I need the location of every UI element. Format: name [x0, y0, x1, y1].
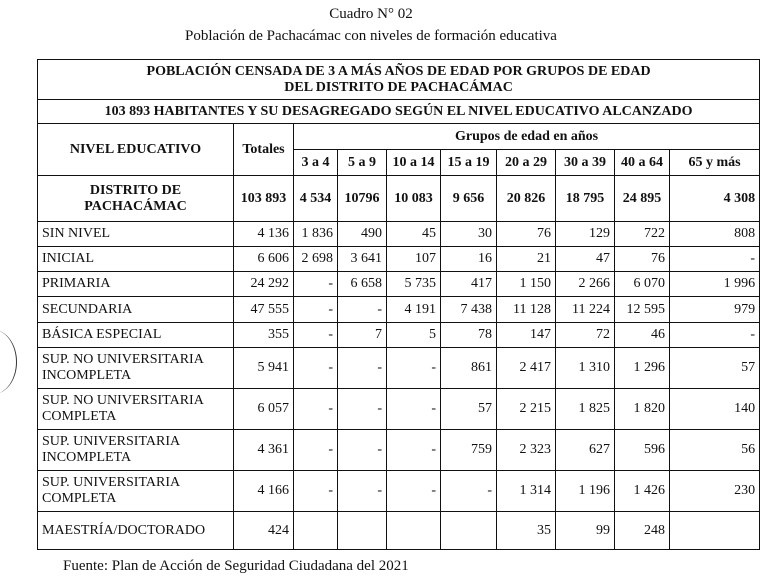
- row-label-line2: INCOMPLETA: [42, 368, 132, 383]
- row-label-line1: BÁSICA ESPECIAL: [42, 327, 162, 342]
- row-value: 248: [615, 512, 670, 550]
- table-row: [38, 272, 760, 297]
- row-value: 627: [556, 430, 615, 471]
- row-label: [38, 389, 234, 430]
- row-total: 6 057: [234, 389, 294, 430]
- age-group-header: 3 a 4: [294, 150, 338, 176]
- row-label-line1: SUP. UNIVERSITARIA: [42, 475, 181, 490]
- district-label-line1: DISTRITO DE: [89, 182, 182, 198]
- row-value: 1 996: [670, 272, 760, 297]
- row-label-line1: MAESTRÍA/DOCTORADO: [42, 522, 206, 538]
- row-total: 6 606: [234, 247, 294, 272]
- row-value: -: [338, 348, 387, 389]
- header-grupos-edad: Grupos de edad en años: [294, 124, 760, 150]
- row-value: -: [338, 297, 387, 323]
- row-value: 129: [556, 222, 615, 247]
- district-value: 24 895: [615, 176, 670, 222]
- row-value: -: [387, 430, 441, 471]
- row-value: 979: [670, 297, 760, 323]
- row-value: 1 314: [497, 471, 556, 512]
- table-title-line1: POBLACIÓN CENSADA DE 3 A MÁS AÑOS DE EDAD POR GRUPOS DE EDAD: [146, 63, 651, 79]
- row-label: [38, 348, 234, 389]
- table-title-line2: DEL DISTRITO DE PACHACÁMAC: [284, 79, 513, 95]
- row-value: -: [294, 272, 338, 297]
- row-value: [387, 512, 441, 550]
- row-value: 76: [615, 247, 670, 272]
- row-value: 230: [670, 471, 760, 512]
- row-value: -: [670, 247, 760, 272]
- row-total: 4 136: [234, 222, 294, 247]
- row-total: 4 166: [234, 471, 294, 512]
- district-value: 10796: [338, 176, 387, 222]
- row-value: 35: [497, 512, 556, 550]
- row-value: 46: [615, 323, 670, 348]
- row-value: 57: [670, 348, 760, 389]
- row-value: [294, 512, 338, 550]
- row-value: 5: [387, 323, 441, 348]
- row-value: 490: [338, 222, 387, 247]
- district-label-line2: PACHACÁMAC: [84, 198, 187, 214]
- row-total: 4 361: [234, 430, 294, 471]
- row-value: -: [338, 389, 387, 430]
- row-label: [38, 512, 234, 550]
- row-value: -: [387, 348, 441, 389]
- row-value: 2 323: [497, 430, 556, 471]
- age-group-header: 30 a 39: [556, 150, 615, 176]
- row-value: 72: [556, 323, 615, 348]
- row-value: 3 641: [338, 247, 387, 272]
- row-value: 56: [670, 430, 760, 471]
- row-value: -: [441, 471, 497, 512]
- row-value: -: [294, 323, 338, 348]
- row-value: 45: [387, 222, 441, 247]
- row-value: 12 595: [615, 297, 670, 323]
- row-total: 47 555: [234, 297, 294, 323]
- row-value: -: [387, 471, 441, 512]
- row-value: 7 438: [441, 297, 497, 323]
- row-label-line1: SUP. NO UNIVERSITARIA: [42, 352, 204, 367]
- caption-subtitle: Población de Pachacámac con niveles de formación educativa: [185, 28, 557, 44]
- table-row: [38, 323, 760, 348]
- table-subtitle: 103 893 HABITANTES Y SU DESAGREGADO SEGÚN EL NIVEL EDUCATIVO ALCANZADO: [38, 100, 760, 124]
- row-label-line1: INICIAL: [42, 251, 95, 266]
- row-value: 1 820: [615, 389, 670, 430]
- row-value: -: [338, 471, 387, 512]
- row-label: [38, 471, 234, 512]
- district-value: 10 083: [387, 176, 441, 222]
- row-value: 6 070: [615, 272, 670, 297]
- row-value: -: [387, 389, 441, 430]
- row-value: 21: [497, 247, 556, 272]
- row-label-line2: COMPLETA: [42, 409, 117, 424]
- row-value: 4 191: [387, 297, 441, 323]
- row-label-line1: PRIMARIA: [42, 276, 111, 291]
- age-group-header: 40 a 64: [615, 150, 670, 176]
- row-value: [338, 512, 387, 550]
- row-value: 1 150: [497, 272, 556, 297]
- row-value: -: [294, 430, 338, 471]
- row-label: [38, 272, 234, 297]
- margin-arc-mark: [0, 330, 17, 394]
- row-value: 11 128: [497, 297, 556, 323]
- table-row: [38, 348, 760, 389]
- district-label: [38, 176, 234, 222]
- row-value: 1 825: [556, 389, 615, 430]
- row-value: 11 224: [556, 297, 615, 323]
- table-row: [38, 512, 760, 550]
- row-value: 2 215: [497, 389, 556, 430]
- row-value: 99: [556, 512, 615, 550]
- row-value: 417: [441, 272, 497, 297]
- row-value: -: [294, 297, 338, 323]
- row-value: 1 426: [615, 471, 670, 512]
- row-total: 424: [234, 512, 294, 550]
- age-group-header: 65 y más: [670, 150, 760, 176]
- table-row: [38, 471, 760, 512]
- row-value: 57: [441, 389, 497, 430]
- row-label-line2: INCOMPLETA: [42, 450, 132, 465]
- table-row: [38, 222, 760, 247]
- row-label-line1: SUP. UNIVERSITARIA: [42, 434, 181, 449]
- header-nivel-educativo: NIVEL EDUCATIVO: [38, 124, 234, 176]
- row-value: -: [294, 348, 338, 389]
- row-value: 1 296: [615, 348, 670, 389]
- row-value: 147: [497, 323, 556, 348]
- row-value: 808: [670, 222, 760, 247]
- row-value: 1 196: [556, 471, 615, 512]
- district-value: 9 656: [441, 176, 497, 222]
- row-label-line2: COMPLETA: [42, 491, 117, 506]
- row-label-line1: SIN NIVEL: [42, 226, 111, 241]
- caption-title: Cuadro N° 02: [329, 6, 413, 22]
- row-label: [38, 222, 234, 247]
- district-value: 4 534: [294, 176, 338, 222]
- table-row: [38, 430, 760, 471]
- district-value: 18 795: [556, 176, 615, 222]
- row-label: [38, 297, 234, 323]
- row-total: 5 941: [234, 348, 294, 389]
- row-label: [38, 247, 234, 272]
- row-value: 6 658: [338, 272, 387, 297]
- row-label: [38, 430, 234, 471]
- table-row: [38, 297, 760, 323]
- table-title: [38, 60, 760, 100]
- district-value: 4 308: [670, 176, 760, 222]
- row-value: -: [294, 389, 338, 430]
- age-group-header: 15 a 19: [441, 150, 497, 176]
- row-value: -: [294, 471, 338, 512]
- row-value: 30: [441, 222, 497, 247]
- row-value: [670, 512, 760, 550]
- row-label-line1: SECUNDARIA: [42, 301, 133, 317]
- row-value: -: [670, 323, 760, 348]
- row-value: 722: [615, 222, 670, 247]
- district-row: [38, 176, 760, 222]
- row-total: 355: [234, 323, 294, 348]
- row-value: 2 698: [294, 247, 338, 272]
- row-value: 1 836: [294, 222, 338, 247]
- row-label-line1: SUP. NO UNIVERSITARIA: [42, 393, 204, 408]
- age-group-header: 5 a 9: [338, 150, 387, 176]
- row-value: 759: [441, 430, 497, 471]
- header-totales: Totales: [234, 124, 294, 176]
- row-value: 78: [441, 323, 497, 348]
- education-table: [37, 59, 760, 550]
- row-value: 47: [556, 247, 615, 272]
- row-value: 5 735: [387, 272, 441, 297]
- row-value: 861: [441, 348, 497, 389]
- district-value: 20 826: [497, 176, 556, 222]
- row-value: 16: [441, 247, 497, 272]
- row-total: 24 292: [234, 272, 294, 297]
- row-value: [441, 512, 497, 550]
- row-value: 2 417: [497, 348, 556, 389]
- age-group-header: 10 a 14: [387, 150, 441, 176]
- row-value: 1 310: [556, 348, 615, 389]
- row-value: -: [338, 430, 387, 471]
- table-row: [38, 389, 760, 430]
- row-value: 107: [387, 247, 441, 272]
- row-value: 2 266: [556, 272, 615, 297]
- district-total: 103 893: [234, 176, 294, 222]
- table-row: [38, 247, 760, 272]
- source-note: Fuente: Plan de Acción de Seguridad Ciudadana del 2021: [63, 558, 409, 574]
- row-label: [38, 323, 234, 348]
- row-value: 76: [497, 222, 556, 247]
- row-value: 7: [338, 323, 387, 348]
- age-group-header: 20 a 29: [497, 150, 556, 176]
- row-value: 140: [670, 389, 760, 430]
- row-value: 596: [615, 430, 670, 471]
